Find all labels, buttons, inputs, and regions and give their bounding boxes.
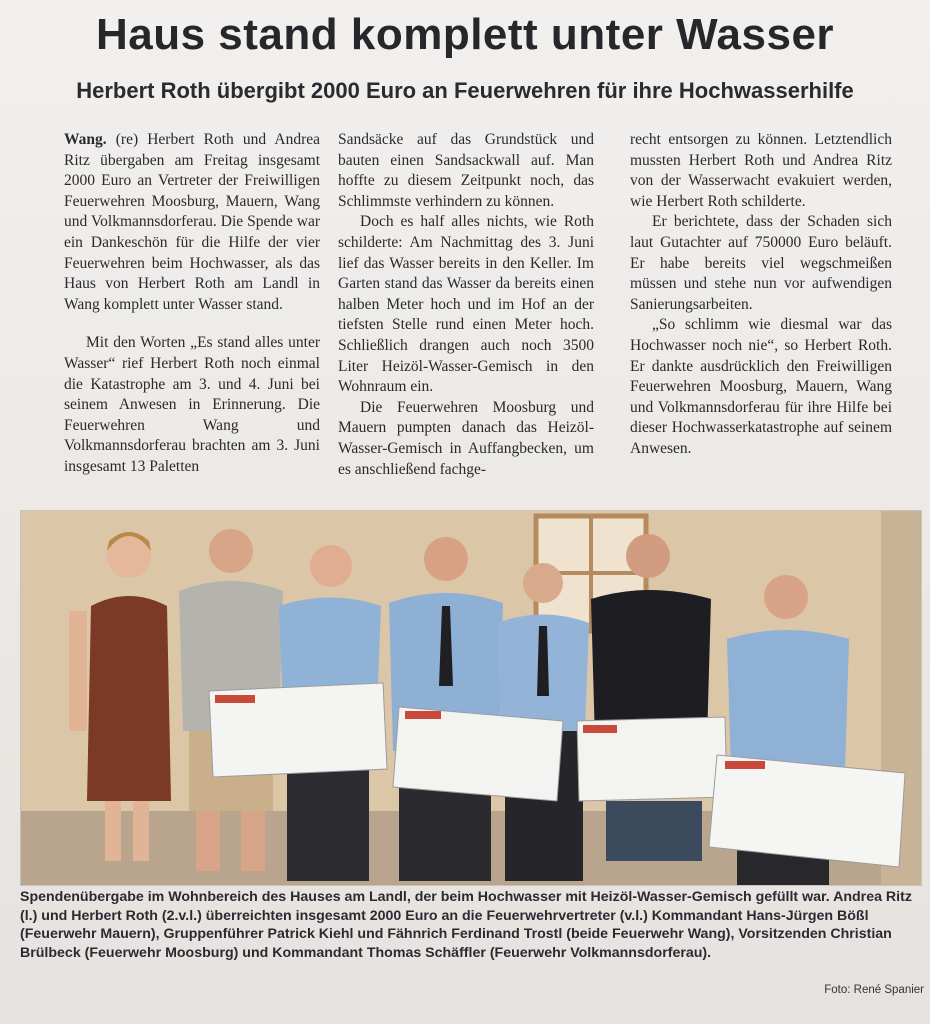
donation-cheque xyxy=(577,717,727,801)
paragraph: Mit den Worten „Es stand alles unter Wasser“ rief Herbert Roth noch einmal die Katastrophe am 3. und 4. Juni bei seinem Anwesen in Erinnerung. Die Feuerwehren Wang und Volkmannsdorferau brachten am 3. Juni insgesamt 13 Paletten xyxy=(64,334,320,475)
group-photo-illustration xyxy=(21,511,921,885)
paragraph: „So schlimm wie diesmal war das Hochwasser noch nie“, so Herbert Roth. Er dankte ausdrücklich den Freiwilligen Feuerwehren Moosburg, Mauern, Wang und Volkmannsdorferau für ihre Hilfe bei dieser Hochwasserkatastrophe auf seinem Anwesen. xyxy=(630,316,892,457)
photo-credit: Foto: René Spanier xyxy=(824,984,924,996)
paragraph: Doch es half alles nichts, wie Roth schilderte: Am Nachmittag des 3. Juni lief das Wasser bereits in den Keller. Im Garten stand das Wasser da bereits einen halben Meter hoch und im Hof an der tiefsten Stelle rund einen Meter hoch. Schließlich drangen auch noch 3500 Liter Heizöl-Wasser-Gemisch in den Wohnraum ein. xyxy=(338,213,594,396)
paragraph xyxy=(64,130,320,315)
headline: Haus stand komplett unter Wasser xyxy=(95,10,835,59)
donation-cheque xyxy=(393,707,563,801)
article-column-2 xyxy=(338,130,594,480)
subheadline: Herbert Roth übergibt 2000 Euro an Feuerwehren für ihre Hochwasserhilfe xyxy=(76,78,854,103)
photo-caption: Spendenübergabe im Wohnbereich des Hauses am Landl, der beim Hochwasser mit Heizöl-Wasser-Gemisch gefüllt war. Andrea Ritz (l.) und Herbert Roth (2.v.l.) überreichten insgesamt 2000 Euro an die Feuerwehrvertreter (v.l.) Kommandant Hans-Jürgen Bößl (Feuerwehr Mauern), Gruppenführer Patrick Kiehl und Fähnrich Ferdinand Trostl (beide Feuerwehr Wang), Vorsitzenden Christian Brülbeck (Feuerwehr Moosburg) und Kommandant Thomas Schäffler (Feuerwehr Volkmannsdorferau). xyxy=(20,889,912,961)
article-column-1 xyxy=(64,130,320,478)
paragraph: recht entsorgen zu können. Letztendlich mussten Herbert Roth und Andrea Ritz von der Wasserwacht evakuiert werden, wie Herbert Roth schilderte. xyxy=(630,131,892,210)
donation-cheque xyxy=(709,755,905,867)
donation-cheque xyxy=(209,683,387,777)
paragraph: Die Feuerwehren Moosburg und Mauern pumpten danach das Heizöl-Wasser-Gemisch in Auffangbecken, um es anschließend fachge- xyxy=(338,398,594,478)
paragraph: Er berichtete, dass der Schaden sich laut Gutachter auf 750000 Euro beläuft. Er habe bereits viel wegschmeißen müssen und stehe nun vor aufwendigen Sanierungsarbeiten. xyxy=(630,213,892,313)
paragraph: Sandsäcke auf das Grundstück und bauten einen Sandsackwall auf. Man hoffte zu diesem Zeitpunkt noch, das Schlimmste verhindern zu können. xyxy=(338,131,594,210)
paragraph-text: (re) Herbert Roth und Andrea Ritz übergaben am Freitag insgesamt 2000 Euro an Vertreter der Freiwilligen Feuerwehren Moosburg, Mauern, Wang und Volkmannsdorferau. Die Spende war ein Dankeschön für die Hilfe der vier Feuerwehren beim Hochwasser, als das Haus von Herbert Roth am Landl in Wang komplett unter Wasser stand. xyxy=(64,131,321,313)
dateline: Wang. xyxy=(64,131,107,148)
article-photo xyxy=(20,510,922,886)
article-column-3 xyxy=(630,130,892,460)
